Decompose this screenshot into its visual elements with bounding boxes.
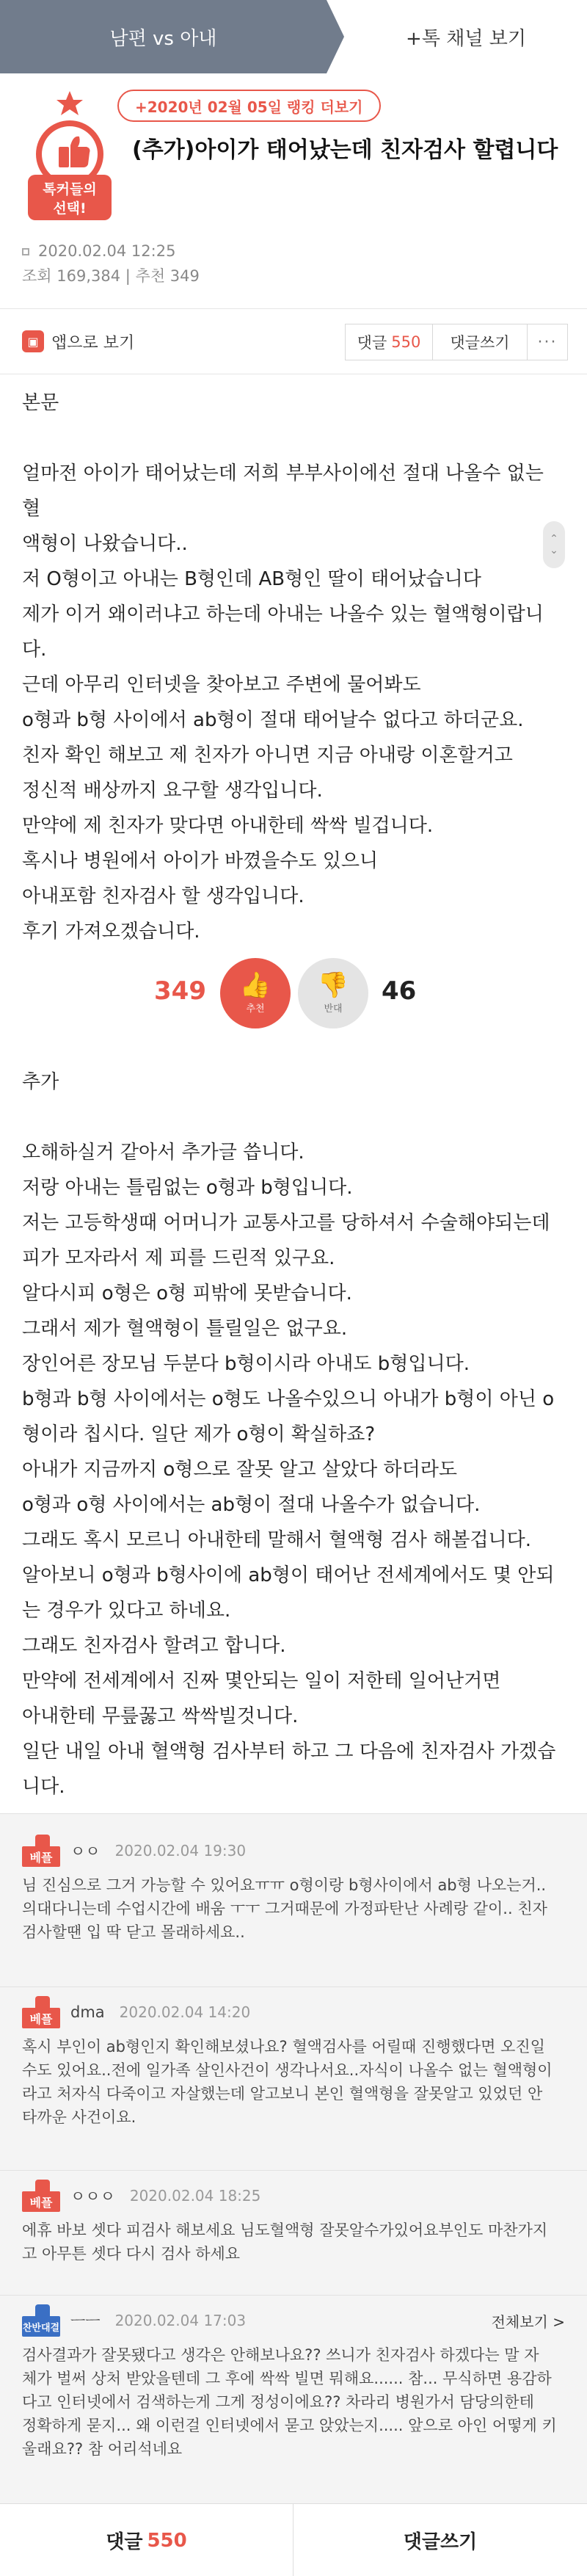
addendum-line: 만약에 전세계에서 진짜 몇안되는 일이 저한테 일어난거면 xyxy=(22,1670,501,1692)
addendum-line: 아내가 지금까지 o형으로 잘못 알고 살았다 하더라도 xyxy=(22,1459,457,1481)
addendum-line: 그래도 혹시 모르니 아내한테 말해서 혈액형 검사 해볼겁니다. xyxy=(22,1529,532,1551)
comment-body: 혹시 부인이 ab형인지 확인해보셨나요? 혈액검사를 어릴때 진행했다면 오진일 수도 있어요..전에 일가족 살인사건이 생각나서요..자식이 나올수 없는 혈액형이 라고 처자식 다죽이고 자살했는데 알고보니 본인 혈액형을 잘못알고 있었던 안 타까운 사건이요. xyxy=(22,2038,553,2126)
addendum-line: o형과 o형 사이에서는 ab형이 절대 나올수가 없습니다. xyxy=(22,1494,481,1516)
post-title: (추가)아이가 태어났는데 친자검사 할렵니다 xyxy=(132,137,558,163)
addendum-line: 저랑 아내는 틀림없는 o형과 b형입니다. xyxy=(22,1177,353,1199)
top-nav xyxy=(0,0,587,73)
oppose-button[interactable] xyxy=(298,958,368,1028)
bottom-comment-button[interactable] xyxy=(0,2504,294,2576)
comment-date: 2020.02.04 18:25 xyxy=(129,2187,261,2205)
comment-label: 댓글 xyxy=(357,334,387,352)
addendum-line: 피가 모자라서 제 피를 드린적 있구요. xyxy=(22,1247,335,1269)
recommend-label: 추천 xyxy=(246,1003,265,1015)
addendum-line: 는 경우가 있다고 하네요. xyxy=(22,1600,231,1622)
oppose-label: 반대 xyxy=(324,1003,343,1015)
body-text xyxy=(22,456,565,949)
best-comment-badge: 베플 xyxy=(22,1835,60,1867)
body-line: 후기 가져오겠습니다. xyxy=(22,921,200,943)
nav-arrow-shape xyxy=(327,0,344,73)
addendum-line: 장인어른 장모님 두분다 b형이시라 아내도 b형입니다. xyxy=(22,1353,470,1375)
comment-body: 검사결과가 잘못됐다고 생각은 안해보나요?? 쓰니가 친자검사 하겠다는 말 자 체가 벌써 상처 받았을텐데 그 후에 싹싹 빌면 뭐해요...... 참... 무식하면 용감하 다고 인터넷에서 검색하는게 그게 정성이에요?? 차라리 병원가서 담당의한테 정확하게 묻지... 왜 이런걸 인터넷에서 묻고 앉았는지..... 앞으로 아인 어떻게 키 울래요?? 참 어리석네요 xyxy=(22,2346,557,2458)
thumbs-down-icon: 👎 xyxy=(317,970,349,1000)
bottom-write-button[interactable]: 댓글쓰기 xyxy=(403,2531,478,2553)
addendum-line: 그래도 친자검사 할려고 합니다. xyxy=(22,1635,286,1657)
view-all-link[interactable]: 전체보기 > xyxy=(491,2312,565,2331)
comment-count: 550 xyxy=(391,333,421,351)
comment-author: dma xyxy=(70,2003,105,2021)
app-icon: ▣ xyxy=(22,330,44,352)
body-line: 혹시나 병원에서 아이가 바꼈을수도 있으니 xyxy=(22,850,379,872)
thumbs-up-icon: 👍 xyxy=(239,970,271,1000)
addendum-line: 형이라 칩시다. 일단 제가 o형이 확실하죠? xyxy=(22,1423,376,1445)
bottom-bar xyxy=(0,2503,587,2576)
bottom-comment-label: 댓글 xyxy=(106,2531,143,2553)
bottom-comment-count: 550 xyxy=(147,2529,187,2552)
body-line: o형과 b형 사이에서 ab형이 절대 태어날수 없다고 하더군요. xyxy=(22,709,524,731)
best-comment-badge: 베플 xyxy=(22,1996,60,2028)
best-comments xyxy=(0,1813,587,2503)
comment-item xyxy=(0,1832,587,1944)
body-line: 만약에 제 친자가 맞다면 아내한테 싹싹 빌겁니다. xyxy=(22,815,434,837)
write-comment-button[interactable]: 댓글쓰기 xyxy=(432,324,528,360)
body-line: 친자 확인 해보고 제 친자가 아니면 지금 아내랑 이혼할거고 xyxy=(22,744,513,766)
comment-item xyxy=(0,1994,587,2129)
badge-text-line2: 선택! xyxy=(53,200,87,217)
comment-divider xyxy=(0,2170,587,2171)
vote-section xyxy=(0,947,587,1042)
addendum-line: b형과 b형 사이에서는 o형도 나올수있으니 아내가 b형이 아닌 o xyxy=(22,1388,555,1410)
addendum-line: 그래서 제가 혈액형이 틀릴일은 없구요. xyxy=(22,1318,348,1340)
comment-author: ㅇㅇ xyxy=(70,1843,101,1860)
nav-category-label: 남편 vs 아내 xyxy=(109,27,217,50)
debate-badge: 찬반대결 xyxy=(22,2304,60,2337)
addendum-line: 일단 내일 아내 혈액형 검사부터 하고 그 다음에 친자검사 가겠습 xyxy=(22,1741,556,1763)
addendum-line: 아내한테 무릎꿇고 싹싹빌것니다. xyxy=(22,1705,299,1727)
body-line: 저 O형이고 아내는 B형인데 AB형인 딸이 태어났습니다 xyxy=(22,568,481,590)
scroll-handle[interactable]: ⌃ ⌄ xyxy=(543,521,565,568)
nav-category-tab[interactable] xyxy=(0,0,327,73)
open-in-app-button[interactable] xyxy=(22,327,134,356)
comment-item xyxy=(0,2177,587,2265)
comment-count-button[interactable] xyxy=(345,324,433,360)
body-line: 정신적 배상까지 요구할 생각입니다. xyxy=(22,780,323,802)
body-line: 아내포함 친자검사 할 생각입니다. xyxy=(22,885,305,907)
oppose-count: 46 xyxy=(382,976,417,1006)
body-line: 얼마전 아이가 태어났는데 저희 부부사이에선 절대 나올수 없는 혈 xyxy=(22,462,550,520)
post-body xyxy=(22,385,565,949)
post-views: 조회 169,384 xyxy=(22,267,121,285)
addendum-line: 알다시피 o형은 o형 피밖에 못받습니다. xyxy=(22,1282,352,1305)
addendum-text xyxy=(22,1135,565,1804)
addendum-line: 오해하실거 같아서 추가글 씁니다. xyxy=(22,1142,305,1164)
comment-body: 에휴 바보 셋다 피검사 해보세요 님도혈액형 잘못알수가있어요부인도 마찬가지 고 아무튼 셋다 다시 검사 하세요 xyxy=(22,2221,548,2263)
body-line: 제가 이거 왜이러냐고 하는데 아내는 나올수 있는 혈액형이랍니다. xyxy=(22,603,544,661)
talker-choice-badge-icon xyxy=(22,88,117,228)
comment-date: 2020.02.04 14:20 xyxy=(119,2003,251,2021)
recommend-button[interactable] xyxy=(220,958,291,1028)
addendum-line: 알아보니 o형과 b형사이에 ab형이 태어난 전세계에서도 몇 안되 xyxy=(22,1564,555,1586)
comment-author: ㅡㅡ xyxy=(70,2312,101,2330)
body-line: 근데 아무리 인터넷을 찾아보고 주변에 물어봐도 xyxy=(22,674,421,696)
comment-author: ㅇㅇㅇ xyxy=(70,2188,115,2205)
comment-item xyxy=(0,2302,587,2461)
recommend-count: 349 xyxy=(154,976,206,1006)
comment-date: 2020.02.04 17:03 xyxy=(114,2312,247,2329)
comment-divider xyxy=(0,2295,587,2296)
more-options-button[interactable]: ··· xyxy=(527,324,568,360)
badge-text-line1: 톡커들의 xyxy=(43,181,97,197)
channel-view-label: +톡 채널 보기 xyxy=(406,27,526,50)
ranking-more-link[interactable]: +2020년 02월 05일 랭킹 더보기 xyxy=(117,90,381,122)
comment-body: 님 진심으로 그거 가능할 수 있어요ㅠㅠ o형이랑 b형사이에서 ab형 나오는거.. 의대다니는데 수업시간에 배움 ㅜㅜ 그거때문에 가정파탄난 사례랑 같이.. 친자 검사할땐 입 딱 닫고 몰래하세요.. xyxy=(22,1876,547,1941)
addendum-line: 저는 고등학생때 어머니가 교통사고를 당하셔서 수술해야되는데 xyxy=(22,1212,550,1234)
comment-date: 2020.02.04 19:30 xyxy=(114,1842,247,1860)
open-in-app-label: 앱으로 보기 xyxy=(51,333,135,352)
action-bar xyxy=(0,308,587,374)
post-date: 2020.02.04 12:25 xyxy=(38,242,176,260)
body-heading: 본문 xyxy=(22,392,59,414)
best-comment-badge: 베플 xyxy=(22,2180,60,2212)
post-meta: 2020.02.04 12:25 조회 169,384 | 추천 349 xyxy=(22,242,200,285)
meta-square-icon xyxy=(22,248,29,255)
addendum-heading: 추가 xyxy=(22,1071,59,1093)
channel-view-link[interactable] xyxy=(345,0,587,73)
post-recommend: 추천 349 xyxy=(135,267,200,285)
body-line: 액형이 나왔습니다.. xyxy=(22,533,188,555)
addendum-line: 니다. xyxy=(22,1776,65,1798)
addendum-body xyxy=(22,1064,565,1804)
